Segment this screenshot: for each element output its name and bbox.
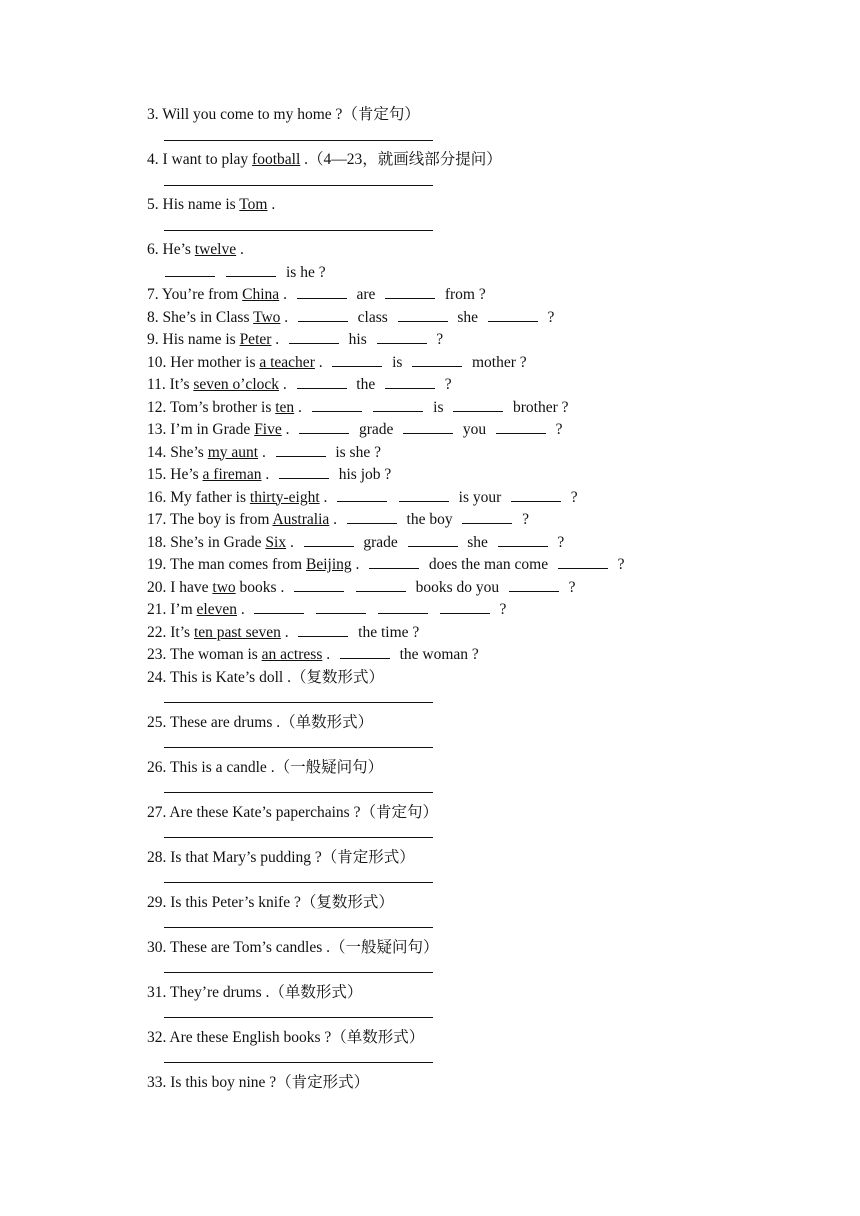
fill-blank[interactable] <box>304 532 354 547</box>
question-text: 24. This is Kate’s doll .（复数形式） <box>147 668 384 686</box>
question-text: . <box>314 353 331 371</box>
underlined-phrase: thirty-eight <box>249 488 320 506</box>
question-line <box>147 802 787 825</box>
fill-blank[interactable] <box>509 577 559 592</box>
fill-blank[interactable] <box>297 374 347 389</box>
fill-blank[interactable] <box>378 599 428 614</box>
question-text: 29. Is this Peter’s knife ?（复数形式） <box>147 893 394 911</box>
answer-line[interactable] <box>147 824 787 847</box>
question-text: . <box>271 331 287 348</box>
underlined-phrase: Five <box>254 421 282 438</box>
fill-blank[interactable] <box>398 307 448 322</box>
question-text: grade <box>355 533 406 551</box>
question-text: 30. These are Tom’s candles .（一般疑问句） <box>147 938 439 956</box>
question-text: brother ? <box>505 398 569 416</box>
fill-blank[interactable] <box>369 554 419 569</box>
fill-blank[interactable] <box>408 532 458 547</box>
question-line <box>147 667 787 690</box>
answer-line[interactable] <box>147 1004 787 1027</box>
question-text: . <box>281 421 298 438</box>
answer-line[interactable] <box>147 217 787 240</box>
fill-blank[interactable] <box>377 329 427 344</box>
question-line <box>147 622 787 645</box>
question-text: 28. Is that Mary’s pudding ?（肯定形式） <box>147 848 415 866</box>
question-line <box>147 892 787 915</box>
answer-line[interactable] <box>147 869 787 892</box>
fill-blank[interactable] <box>298 307 348 322</box>
question-text: 32. Are these English books ?（单数形式） <box>147 1028 425 1046</box>
question-text: ? <box>428 331 444 348</box>
question-text: ? <box>514 511 529 528</box>
answer-line[interactable] <box>147 734 787 757</box>
question-text: 22. It’s <box>147 623 194 641</box>
question-text: . <box>236 601 253 618</box>
underlined-phrase: ten <box>275 398 295 416</box>
question-text: 23. The woman is <box>147 646 262 663</box>
fill-blank[interactable] <box>496 419 546 434</box>
question-text: 27. Are these Kate’s paperchains ?（肯定句） <box>147 803 438 821</box>
question-text: 10. Her mother is <box>147 353 260 371</box>
question-line <box>147 419 787 442</box>
question-text: . <box>294 398 310 416</box>
question-line <box>147 644 787 667</box>
question-text: you <box>455 421 494 438</box>
question-text: 16. My father is <box>147 488 250 506</box>
question-text: 20. I have <box>147 578 213 596</box>
question-text: grade <box>351 421 402 438</box>
question-text: 17. The boy is from <box>147 511 273 528</box>
underlined-phrase: football <box>252 151 301 168</box>
question-text <box>364 399 372 416</box>
question-text: . <box>236 241 244 258</box>
fill-blank[interactable] <box>340 644 390 659</box>
question-line <box>147 599 787 622</box>
fill-blank[interactable] <box>297 284 347 299</box>
question-text: . <box>319 488 336 506</box>
question-line <box>147 397 787 420</box>
question-text: 4. I want to play <box>147 151 253 168</box>
fill-blank[interactable] <box>332 352 382 367</box>
question-text: are <box>348 286 384 303</box>
underlined-phrase: Six <box>265 533 287 551</box>
answer-line[interactable] <box>147 127 787 150</box>
fill-blank[interactable] <box>462 509 512 524</box>
question-text: ? <box>491 601 507 618</box>
question-text: the boy <box>398 511 461 528</box>
underlined-phrase: Two <box>253 308 281 326</box>
question-text: she <box>449 308 486 326</box>
answer-line[interactable] <box>147 1049 787 1072</box>
underlined-phrase: a fireman <box>202 466 262 483</box>
question-line <box>147 1027 787 1050</box>
question-text: 7. You’re from <box>147 286 243 303</box>
fill-blank[interactable] <box>403 419 453 434</box>
question-text: ? <box>563 488 578 506</box>
worksheet <box>147 104 787 1094</box>
answer-line[interactable] <box>147 689 787 712</box>
question-text: is he ? <box>278 263 326 281</box>
question-line <box>147 712 787 735</box>
question-text: 31. They’re drums .（单数形式） <box>147 983 363 1001</box>
question-text: 33. Is this boy nine ?（肯定形式） <box>147 1073 370 1091</box>
question-line <box>147 487 787 510</box>
question-text: books do you <box>407 578 507 596</box>
question-text: . <box>329 511 345 528</box>
question-text: 9. His name is <box>147 331 240 348</box>
question-text: his job ? <box>331 466 392 483</box>
question-text: 19. The man comes from <box>147 556 306 573</box>
fill-blank[interactable] <box>294 577 344 592</box>
underlined-phrase: ten past seven <box>193 623 281 641</box>
answer-line[interactable] <box>147 914 787 937</box>
question-line <box>147 442 787 465</box>
question-text: does the man come <box>421 556 556 573</box>
fill-blank[interactable] <box>385 284 435 299</box>
question-text <box>430 601 438 618</box>
fill-blank[interactable] <box>488 307 538 322</box>
fill-blank[interactable] <box>511 487 561 502</box>
underlined-phrase: eleven <box>196 601 237 618</box>
question-text: 13. I’m in Grade <box>147 421 255 438</box>
question-text: 11. It’s <box>147 376 194 393</box>
fill-blank[interactable] <box>498 532 548 547</box>
underlined-phrase: Peter <box>239 331 272 348</box>
fill-blank[interactable] <box>399 487 449 502</box>
question-text: 12. Tom’s brother is <box>147 398 276 416</box>
fill-blank[interactable] <box>412 352 462 367</box>
underlined-phrase: Beijing <box>305 556 352 573</box>
question-text: the woman ? <box>391 646 479 663</box>
fill-blank[interactable] <box>165 262 215 277</box>
question-text: books . <box>235 578 293 596</box>
question-text: class <box>349 308 396 326</box>
question-text: is <box>425 398 452 416</box>
question-text <box>346 579 354 596</box>
question-text: . <box>261 466 277 483</box>
question-text <box>217 264 225 281</box>
question-line <box>147 374 787 397</box>
underlined-phrase: my aunt <box>207 443 259 461</box>
question-text: . <box>279 286 295 303</box>
fill-blank[interactable] <box>298 622 348 637</box>
question-line <box>147 982 787 1005</box>
question-text <box>306 601 314 618</box>
question-text: ? <box>547 421 563 438</box>
underlined-phrase: seven o’clock <box>193 376 280 393</box>
question-text: 3. Will you come to my home ?（肯定句） <box>147 106 420 123</box>
fill-blank[interactable] <box>312 397 362 412</box>
question-text <box>368 601 376 618</box>
question-line <box>147 284 787 307</box>
question-text: 26. This is a candle .（一般疑问句） <box>147 758 384 776</box>
fill-blank[interactable] <box>276 442 326 457</box>
question-line <box>147 149 787 172</box>
question-text: is <box>384 353 411 371</box>
fill-blank[interactable] <box>337 487 387 502</box>
fill-blank[interactable] <box>254 599 304 614</box>
question-text: ? <box>436 376 452 393</box>
question-text: 5. His name is <box>147 196 240 213</box>
question-line <box>147 757 787 780</box>
underlined-phrase: China <box>242 286 280 303</box>
fill-blank[interactable] <box>356 577 406 592</box>
question-text <box>147 264 163 281</box>
question-line <box>147 532 787 555</box>
underlined-phrase: Australia <box>272 511 330 528</box>
question-line <box>147 262 787 285</box>
question-text: 6. He’s <box>147 241 195 258</box>
question-line <box>147 352 787 375</box>
question-line <box>147 937 787 960</box>
question-text: 21. I’m <box>147 601 197 618</box>
answer-line[interactable] <box>147 172 787 195</box>
question-text: his <box>340 331 375 348</box>
question-text: ? <box>539 308 555 326</box>
fill-blank[interactable] <box>440 599 490 614</box>
question-line <box>147 104 787 127</box>
question-line <box>147 307 787 330</box>
fill-blank[interactable] <box>373 397 423 412</box>
question-text: is your <box>450 488 510 506</box>
question-text: . <box>322 646 338 663</box>
fill-blank[interactable] <box>316 599 366 614</box>
question-line <box>147 1072 787 1095</box>
question-line <box>147 847 787 870</box>
question-line <box>147 554 787 577</box>
underlined-phrase: an actress <box>261 646 323 663</box>
question-text: 14. She’s <box>147 443 208 461</box>
answer-line[interactable] <box>147 959 787 982</box>
fill-blank[interactable] <box>558 554 608 569</box>
question-line <box>147 464 787 487</box>
question-text: she <box>459 533 496 551</box>
question-text: 15. He’s <box>147 466 203 483</box>
answer-line[interactable] <box>147 779 787 802</box>
question-line <box>147 509 787 532</box>
fill-blank[interactable] <box>347 509 397 524</box>
underlined-phrase: twelve <box>194 241 237 258</box>
question-text: . <box>351 556 368 573</box>
question-text: . <box>280 623 297 641</box>
question-text: 25. These are drums .（单数形式） <box>147 713 374 731</box>
question-text: the time ? <box>350 623 420 641</box>
underlined-phrase: Tom <box>239 196 268 213</box>
question-line <box>147 239 787 262</box>
question-text: ? <box>560 578 576 596</box>
underlined-phrase: two <box>212 578 236 596</box>
fill-blank[interactable] <box>226 262 276 277</box>
underlined-phrase: a teacher <box>259 353 315 371</box>
question-text: from ? <box>437 286 486 303</box>
question-text: . <box>258 443 274 461</box>
question-text: . <box>279 376 295 393</box>
question-text: ? <box>549 533 565 551</box>
fill-blank[interactable] <box>279 464 329 479</box>
question-text: .（4—23，就画线部分提问） <box>300 151 502 168</box>
question-text: . <box>267 196 276 213</box>
fill-blank[interactable] <box>289 329 339 344</box>
question-text: is she ? <box>327 443 381 461</box>
question-text: the <box>348 376 383 393</box>
fill-blank[interactable] <box>453 397 503 412</box>
question-line <box>147 577 787 600</box>
question-text: 8. She’s in Class <box>147 308 254 326</box>
question-line <box>147 194 787 217</box>
question-text: . <box>286 533 302 551</box>
fill-blank[interactable] <box>299 419 349 434</box>
question-text: mother ? <box>464 353 527 371</box>
question-text: 18. She’s in Grade <box>147 533 266 551</box>
question-text: . <box>280 308 296 326</box>
question-text: ? <box>609 556 625 573</box>
fill-blank[interactable] <box>385 374 435 389</box>
question-text <box>389 489 397 506</box>
question-line <box>147 329 787 352</box>
